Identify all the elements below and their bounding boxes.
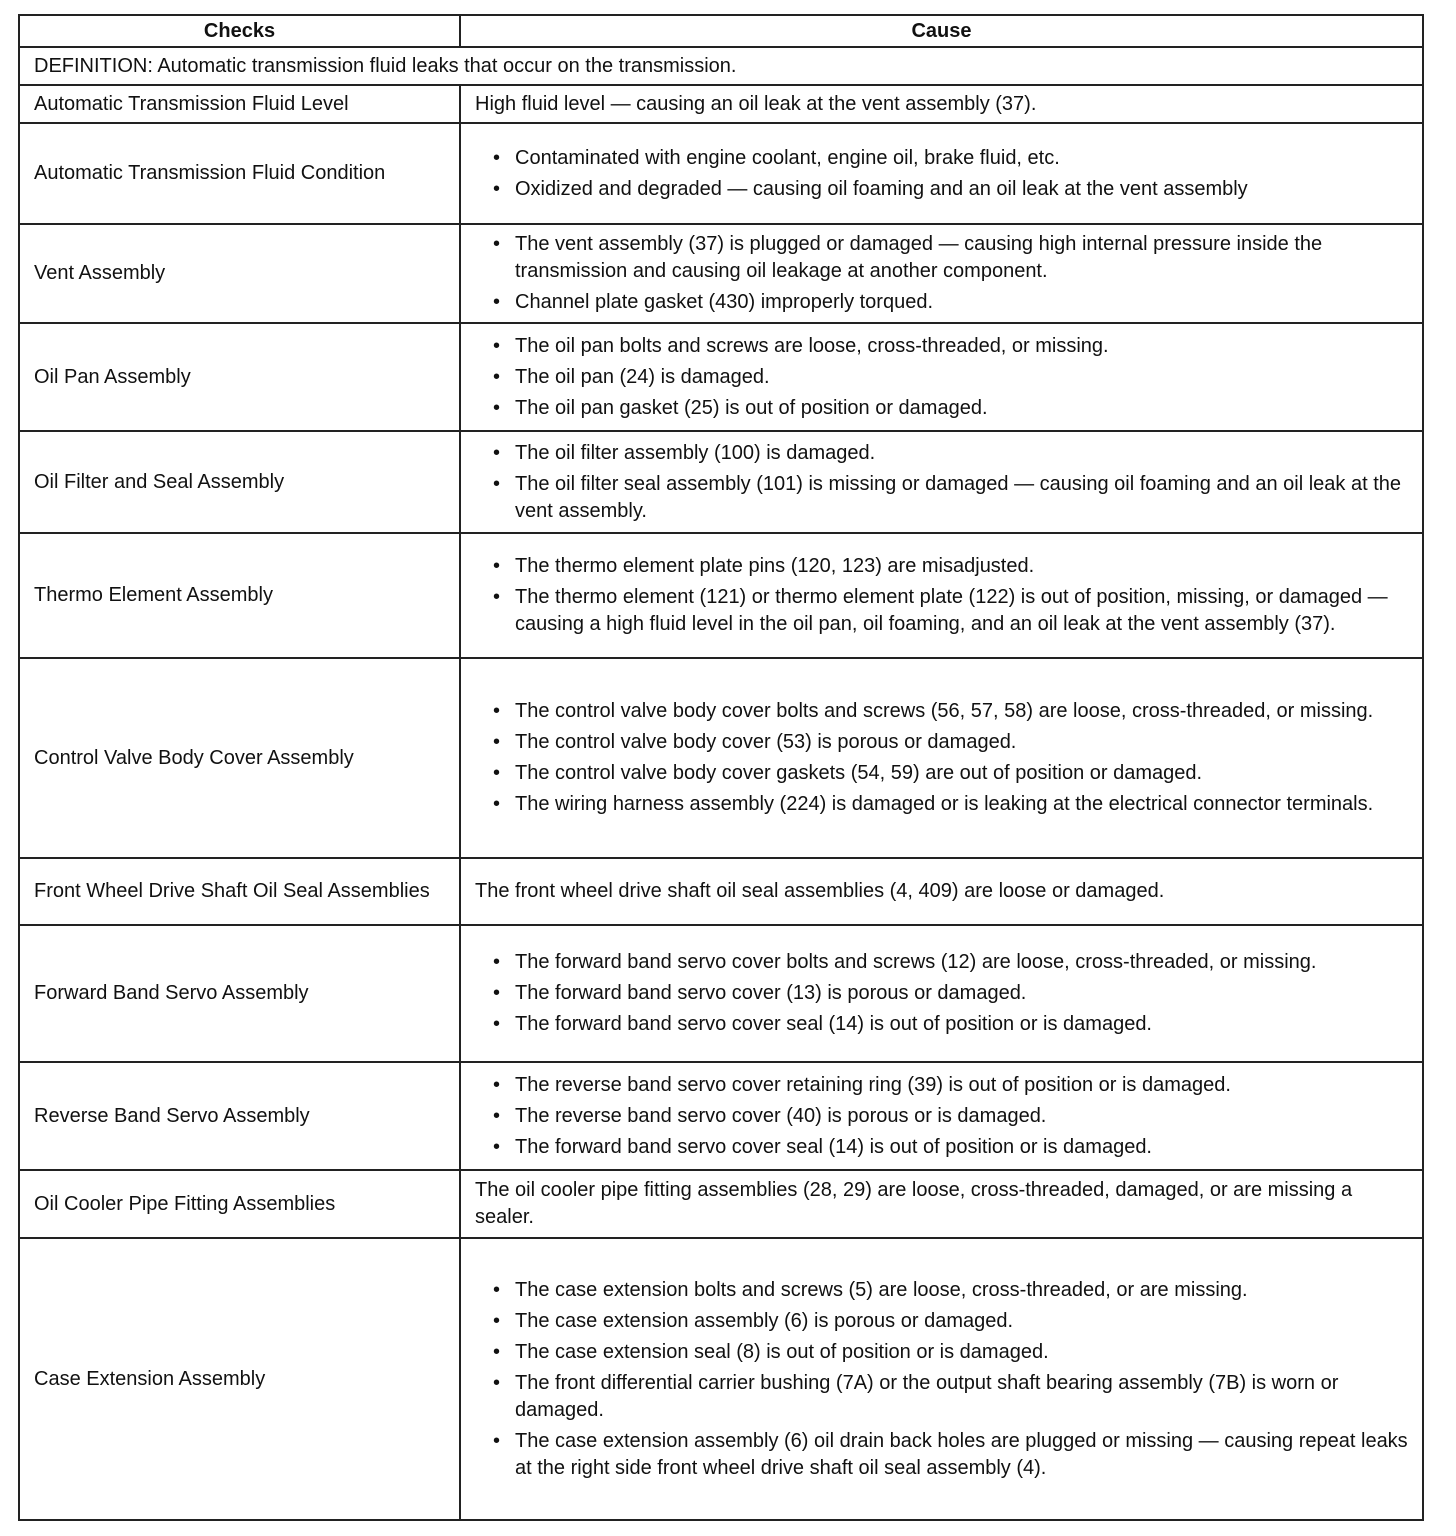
table-row bbox=[19, 323, 1423, 431]
cause-item: • The control valve body cover bolts and screws (56, 57, 58) are loose, cross-threaded, or missing. bbox=[515, 698, 1408, 725]
table-row bbox=[19, 123, 1423, 224]
cause-item: • The forward band servo cover (13) is porous or damaged. bbox=[515, 980, 1408, 1007]
cause-cell bbox=[460, 224, 1423, 323]
check-cell: Oil Cooler Pipe Fitting Assemblies bbox=[19, 1170, 460, 1238]
cause-list bbox=[475, 553, 1408, 638]
cause-item: • The forward band servo cover seal (14) is out of position or is damaged. bbox=[515, 1011, 1408, 1038]
check-cell: Thermo Element Assembly bbox=[19, 533, 460, 658]
cause-list bbox=[475, 1277, 1408, 1482]
cause-list bbox=[475, 333, 1408, 422]
table-row bbox=[19, 925, 1423, 1062]
cause-item: • The oil pan bolts and screws are loose, cross-threaded, or missing. bbox=[515, 333, 1408, 360]
table-row bbox=[19, 658, 1423, 858]
header-cause: Cause bbox=[460, 15, 1423, 47]
cause-item: • Channel plate gasket (430) improperly torqued. bbox=[515, 289, 1408, 316]
check-cell: Forward Band Servo Assembly bbox=[19, 925, 460, 1062]
table-row bbox=[19, 858, 1423, 925]
table-row bbox=[19, 85, 1423, 123]
header-row bbox=[19, 15, 1423, 47]
cause-list bbox=[475, 698, 1408, 818]
diagnosis-table bbox=[18, 14, 1424, 1521]
cause-item: • The oil filter assembly (100) is damaged. bbox=[515, 440, 1408, 467]
table-row bbox=[19, 1170, 1423, 1238]
check-cell: Case Extension Assembly bbox=[19, 1238, 460, 1520]
cause-item: • The oil pan (24) is damaged. bbox=[515, 364, 1408, 391]
cause-item: • Oxidized and degraded — causing oil foaming and an oil leak at the vent assembly bbox=[515, 176, 1408, 203]
cause-item: • The vent assembly (37) is plugged or damaged — causing high internal pressure inside the transmission and causing oil leakage at another component. bbox=[515, 231, 1408, 285]
cause-list bbox=[475, 1072, 1408, 1161]
check-cell: Automatic Transmission Fluid Level bbox=[19, 85, 460, 123]
check-cell: Vent Assembly bbox=[19, 224, 460, 323]
cause-cell: The oil cooler pipe fitting assemblies (28, 29) are loose, cross-threaded, damaged, or are missing a sealer. bbox=[460, 1170, 1423, 1238]
cause-item: • The forward band servo cover bolts and screws (12) are loose, cross-threaded, or missing. bbox=[515, 949, 1408, 976]
definition-text: DEFINITION: Automatic transmission fluid leaks that occur on the transmission. bbox=[19, 47, 1423, 85]
check-cell: Reverse Band Servo Assembly bbox=[19, 1062, 460, 1170]
cause-list bbox=[475, 145, 1408, 203]
cause-list bbox=[475, 231, 1408, 316]
table-row bbox=[19, 533, 1423, 658]
cause-item: • The reverse band servo cover retaining ring (39) is out of position or is damaged. bbox=[515, 1072, 1408, 1099]
check-cell: Automatic Transmission Fluid Condition bbox=[19, 123, 460, 224]
check-cell: Control Valve Body Cover Assembly bbox=[19, 658, 460, 858]
check-cell: Oil Pan Assembly bbox=[19, 323, 460, 431]
cause-cell bbox=[460, 323, 1423, 431]
cause-item: • The case extension assembly (6) oil drain back holes are plugged or missing — causing repeat leaks at the right side front wheel drive shaft oil seal assembly (4). bbox=[515, 1428, 1408, 1482]
table-row bbox=[19, 224, 1423, 323]
cause-cell bbox=[460, 431, 1423, 533]
cause-item: • The control valve body cover gaskets (54, 59) are out of position or damaged. bbox=[515, 760, 1408, 787]
cause-item: • The control valve body cover (53) is porous or damaged. bbox=[515, 729, 1408, 756]
cause-item: • The forward band servo cover seal (14) is out of position or is damaged. bbox=[515, 1134, 1408, 1161]
check-cell: Front Wheel Drive Shaft Oil Seal Assemblies bbox=[19, 858, 460, 925]
cause-list bbox=[475, 440, 1408, 525]
cause-item: • The oil pan gasket (25) is out of position or damaged. bbox=[515, 395, 1408, 422]
cause-cell bbox=[460, 1062, 1423, 1170]
cause-cell: High fluid level — causing an oil leak at the vent assembly (37). bbox=[460, 85, 1423, 123]
cause-item: • The oil filter seal assembly (101) is missing or damaged — causing oil foaming and an oil leak at the vent assembly. bbox=[515, 471, 1408, 525]
cause-list bbox=[475, 949, 1408, 1038]
cause-cell bbox=[460, 123, 1423, 224]
definition-row bbox=[19, 47, 1423, 85]
cause-item: • The front differential carrier bushing (7A) or the output shaft bearing assembly (7B) is worn or damaged. bbox=[515, 1370, 1408, 1424]
table-row bbox=[19, 431, 1423, 533]
header-checks: Checks bbox=[19, 15, 460, 47]
cause-item: • The thermo element plate pins (120, 123) are misadjusted. bbox=[515, 553, 1408, 580]
cause-cell: The front wheel drive shaft oil seal assemblies (4, 409) are loose or damaged. bbox=[460, 858, 1423, 925]
cause-cell bbox=[460, 533, 1423, 658]
cause-item: • The reverse band servo cover (40) is porous or is damaged. bbox=[515, 1103, 1408, 1130]
cause-item: • The wiring harness assembly (224) is damaged or is leaking at the electrical connector terminals. bbox=[515, 791, 1408, 818]
cause-item: • The case extension seal (8) is out of position or is damaged. bbox=[515, 1339, 1408, 1366]
cause-cell bbox=[460, 925, 1423, 1062]
cause-item: • The thermo element (121) or thermo element plate (122) is out of position, missing, or damaged — causing a high fluid level in the oil pan, oil foaming, and an oil leak at the vent assembly (37). bbox=[515, 584, 1408, 638]
check-cell: Oil Filter and Seal Assembly bbox=[19, 431, 460, 533]
table-row bbox=[19, 1238, 1423, 1520]
cause-cell bbox=[460, 1238, 1423, 1520]
cause-cell bbox=[460, 658, 1423, 858]
table-row bbox=[19, 1062, 1423, 1170]
cause-item: • Contaminated with engine coolant, engine oil, brake fluid, etc. bbox=[515, 145, 1408, 172]
cause-item: • The case extension assembly (6) is porous or damaged. bbox=[515, 1308, 1408, 1335]
cause-item: • The case extension bolts and screws (5) are loose, cross-threaded, or are missing. bbox=[515, 1277, 1408, 1304]
